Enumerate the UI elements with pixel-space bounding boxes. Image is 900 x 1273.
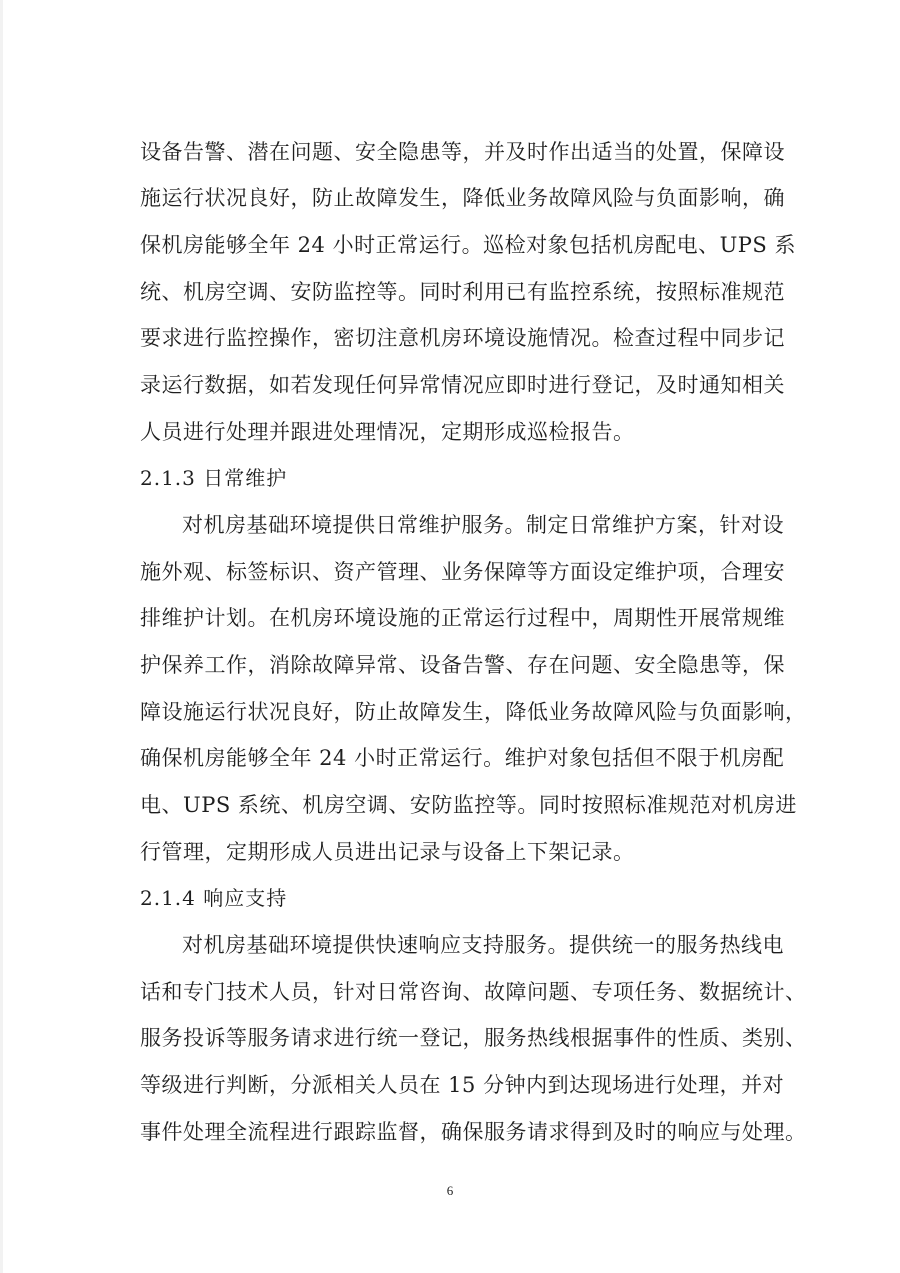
paragraph-line: 保机房能够全年 24 小时正常运行。巡检对象包括机房配电、UPS 系	[140, 233, 796, 257]
paragraph-line: 统、机房空调、安防监控等。同时利用已有监控系统，按照标准规范	[140, 280, 785, 304]
paragraph-line: 电、UPS 系统、机房空调、安防监控等。同时按照标准规范对机房进	[140, 793, 797, 817]
paragraph-line: 人员进行处理并跟进处理情况，定期形成巡检报告。	[140, 420, 635, 444]
section-heading: 2.1.4 响应支持	[140, 886, 288, 910]
paragraph-line: 事件处理全流程进行跟踪监督，确保服务请求得到及时的响应与处理。	[140, 1120, 807, 1144]
paragraph-line: 施外观、标签标识、资产管理、业务保障等方面设定维护项，合理安	[140, 560, 785, 584]
paragraph-line: 话和专门技术人员，针对日常咨询、故障问题、专项任务、数据统计、	[140, 980, 807, 1004]
paragraph-line: 要求进行监控操作，密切注意机房环境设施情况。检查过程中同步记	[140, 326, 785, 350]
paragraph-line: 施运行状况良好，防止故障发生，降低业务故障风险与负面影响，确	[140, 186, 785, 210]
paragraph-line: 对机房基础环境提供日常维护服务。制定日常维护方案，针对设	[182, 513, 784, 537]
paragraph-line: 录运行数据，如若发现任何异常情况应即时进行登记，及时通知相关	[140, 373, 785, 397]
scan-edge	[0, 0, 3, 1273]
paragraph-line: 行管理，定期形成人员进出记录与设备上下架记录。	[140, 840, 635, 864]
paragraph-line: 等级进行判断，分派相关人员在 15 分钟内到达现场进行处理，并对	[140, 1073, 785, 1097]
section-heading: 2.1.3 日常维护	[140, 466, 288, 490]
paragraph-line: 对机房基础环境提供快速响应支持服务。提供统一的服务热线电	[182, 933, 784, 957]
paragraph-line: 设备告警、潜在问题、安全隐患等，并及时作出适当的处置，保障设	[140, 140, 785, 164]
paragraph-line: 障设施运行状况良好，防止故障发生，降低业务故障风险与负面影响，	[140, 700, 807, 724]
paragraph-line: 服务投诉等服务请求进行统一登记，服务热线根据事件的性质、类别、	[140, 1026, 807, 1050]
paragraph-line: 确保机房能够全年 24 小时正常运行。维护对象包括但不限于机房配	[140, 746, 785, 770]
paragraph-line: 护保养工作，消除故障异常、设备告警、存在问题、安全隐患等，保	[140, 653, 785, 677]
page-number: 6	[446, 1183, 454, 1198]
paragraph-line: 排维护计划。在机房环境设施的正常运行过程中，周期性开展常规维	[140, 606, 785, 630]
